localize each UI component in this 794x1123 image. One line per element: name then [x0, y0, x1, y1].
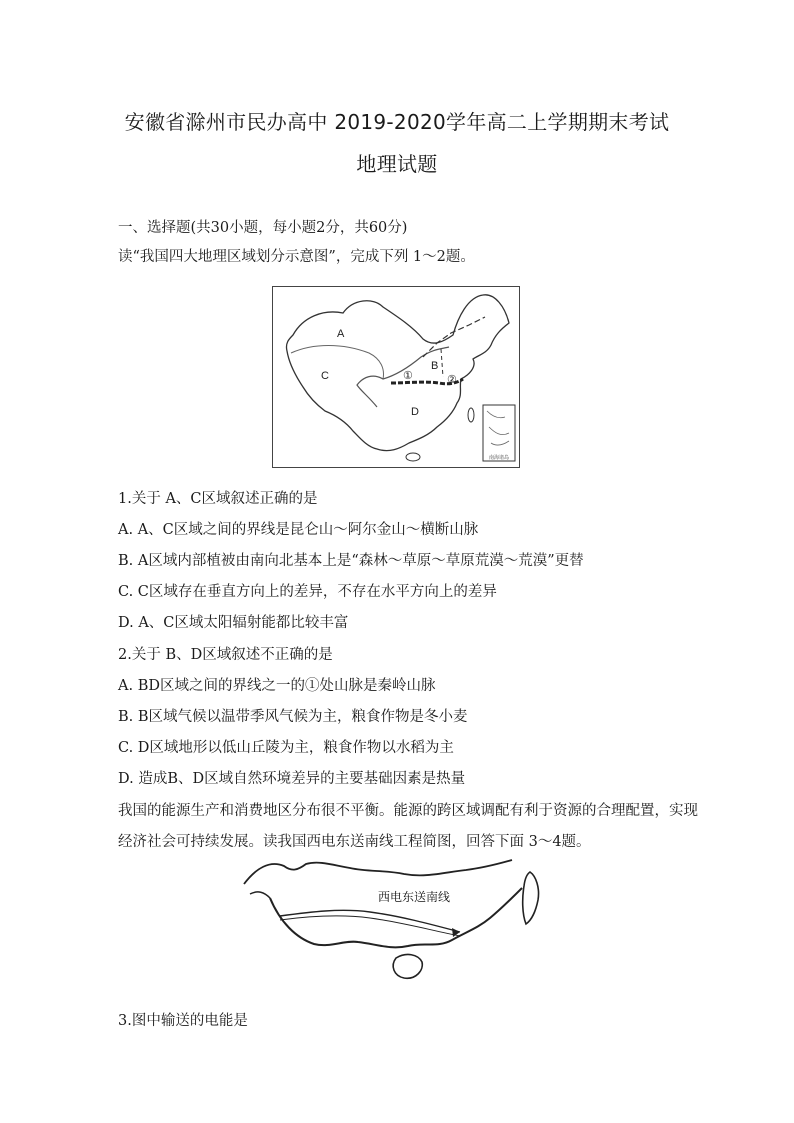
region-label-c: C [321, 370, 329, 382]
question-2-option-a: A. BD区域之间的界线之一的①处山脉是秦岭山脉 [118, 678, 436, 694]
western-border [250, 892, 270, 898]
taiwan-island [468, 408, 474, 422]
question-1-option-d: D. A、C区域太阳辐射能都比较丰富 [118, 615, 349, 631]
marker-1: ① [403, 370, 413, 382]
transmission-line-secondary [280, 916, 460, 936]
northern-coast [244, 860, 512, 884]
question-1-option-a: A. A、C区域之间的界线是昆仑山～阿尔金山～横断山脉 [118, 522, 479, 538]
question-2-option-c: C. D区域地形以低山丘陵为主，粮食作物以水稻为主 [118, 740, 454, 756]
power-route-map-figure [240, 858, 560, 990]
question-2-option-b: B. B区域气候以温带季风气候为主，粮食作物是冬小麦 [118, 709, 468, 725]
question-1-option-c: C. C区域存在垂直方向上的差异，不存在水平方向上的差异 [118, 584, 497, 600]
hainan-island [406, 453, 420, 461]
marker-2: ② [447, 374, 457, 386]
exam-title: 安徽省滁州市民办高中 2019-2020学年高二上学期期末考试 [124, 110, 670, 134]
inset-caption: 南海诸岛 [488, 455, 510, 461]
region-label-b: B [431, 360, 439, 372]
china-regions-map-figure [273, 287, 518, 466]
intro-text-1: 读“我国四大地理区域划分示意图”，完成下列 1～2题。 [118, 249, 475, 265]
transmission-line [280, 910, 460, 932]
question-1-option-b: B. A区域内部植被由南向北基本上是“森林～草原～草原荒漠～荒漠”更替 [118, 553, 584, 569]
region-label-a: A [337, 328, 345, 340]
taiwan-island [523, 872, 539, 924]
question-3-stem: 3.图中输送的电能是 [118, 1013, 248, 1029]
hainan-island [393, 955, 422, 979]
question-2-option-d: D. 造成B、D区域自然环境差异的主要基础因素是热量 [118, 771, 466, 787]
power-route-map [240, 858, 560, 990]
route-label: 西电东送南线 [378, 890, 451, 904]
question-1-stem: 1.关于 A、C区域叙述正确的是 [118, 491, 318, 507]
region-label-d: D [411, 406, 419, 418]
intro-text-2-line-1: 我国的能源生产和消费地区分布很不平衡。能源的跨区域调配有利于资源的合理配置，实现 [118, 803, 698, 819]
boundary-b-west [441, 349, 443, 377]
china-regions-map [272, 286, 520, 468]
south-china-sea-inset [483, 405, 515, 461]
section-heading: 一、选择题(共30小题，每小题2分，共60分) [118, 220, 408, 236]
question-2-stem: 2.关于 B、D区域叙述不正确的是 [118, 647, 333, 663]
intro-text-2-line-2: 经济社会可持续发展。读我国西电东送南线工程简图，回答下面 3～4题。 [118, 834, 591, 850]
boundary-a-c [291, 346, 383, 380]
exam-subject: 地理试题 [356, 152, 438, 176]
